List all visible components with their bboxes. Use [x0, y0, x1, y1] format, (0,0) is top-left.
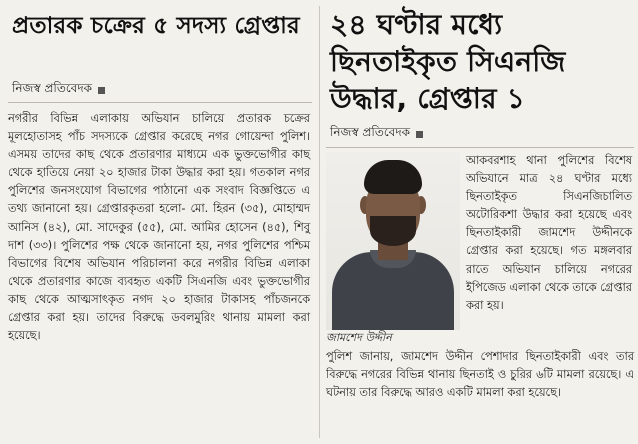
photo-hair: [364, 160, 422, 194]
left-article-body: নগরীর বিভিন্ন এলাকায় অভিযান চালিয়ে প্রতারক চক্রের মূলহোতাসহ পাঁচ সদস্যকে গ্রেপ্তার করেছে নগর গোয়েন্দা পুলিশ। এসময় তাদের কাছ থেকে প্রতারণার মাধ্যমে এক ভুক্তভোগীর কাছ থেকে হাতিয়ে নেয়া ২০ হাজার টাকা উদ্ধার করা হয়। গতকাল নগর পুলিশের জনসংযোগ বিভাগের পাঠানো এক সংবাদ বিজ্ঞপ্তিতে এ তথ্য জানানো হয়। গ্রেপ্তারকৃতরা হলো- মো. হিরন (৩৫), মোহাম্মদ আনিস (৪২), মো. সাদেকুর (৫৫), মো. আমির হোসেন (৪৫), শিবু দাশ (৩৩)। পুলিশের পক্ষ থেকে জানানো হয়, নগর পুলিশের পশ্চিম বিভাগের বিশেষ অভিযান পরিচালনা করে নগরীর বিভিন্ন এলাকা থেকে প্রতারণার কাজে ব্যবহৃত একটি সিএনজি এবং ভুক্তভোগীর কাছ থেকে আত্মসাৎকৃত নগদ ২০ হাজার টাকাসহ পাঁচজনকে গ্রেপ্তার করা হয়। তাদের বিরুদ্ধে ডবলমুরিং থানায় মামলা করা হয়েছে।: [8, 112, 310, 343]
right-article-body-bottom: পুলিশ জানায়, জামশেদ উদ্দীন পেশাদার ছিনতাইকারী এবং তার বিরুদ্ধে নগরের বিভিন্ন থানায় ছিনতাই ও চুরির ৬টি মামলা রয়েছে। এ ঘটনায় তার বিরুদ্ধে আরও একটি মামলা করা হয়েছে।: [326, 350, 634, 400]
right-article-body-top: আকবরশাহ থানা পুলিশের বিশেষ অভিযানে মাত্র ২৪ ঘণ্টার মধ্যে ছিনতাইকৃত সিএনজিচালিত অটোরিকশা উদ্ধার করা হয়েছে এবং ছিনতাইকারী জামশেদ উদ্দীনকে গ্রেপ্তার করা হয়েছে। গত মঙ্গলবার রাতে অভিযান চালিয়ে নগরের ইপিজেড এলাকা থেকে তাকে গ্রেপ্তার করা হয়।: [466, 154, 632, 312]
right-article-reporter: নিজস্ব প্রতিবেদক: [330, 125, 411, 139]
column-divider: [319, 6, 320, 438]
left-article: [0, 0, 318, 444]
left-article-byline: [12, 80, 105, 100]
byline-square-icon: [98, 87, 105, 94]
suspect-photo: [326, 152, 460, 330]
photo-beard: [370, 216, 416, 246]
right-article-headline: ২৪ ঘণ্টার মধ্যে ছিনতাইকৃত সিএনজি উদ্ধার, গ্রেপ্তার ১: [330, 8, 566, 115]
byline-square-icon: [416, 131, 423, 138]
left-article-rule: [8, 102, 312, 103]
photo-caption: জামশেদ উদ্দীন: [326, 331, 392, 344]
right-article-byline: [330, 124, 423, 144]
right-article-rule: [326, 147, 634, 148]
left-article-headline: প্রতারক চক্রের ৫ সদস্য গ্রেপ্তার: [12, 13, 300, 39]
right-article: [322, 0, 638, 444]
left-article-reporter: নিজস্ব প্রতিবেদক: [12, 81, 93, 95]
